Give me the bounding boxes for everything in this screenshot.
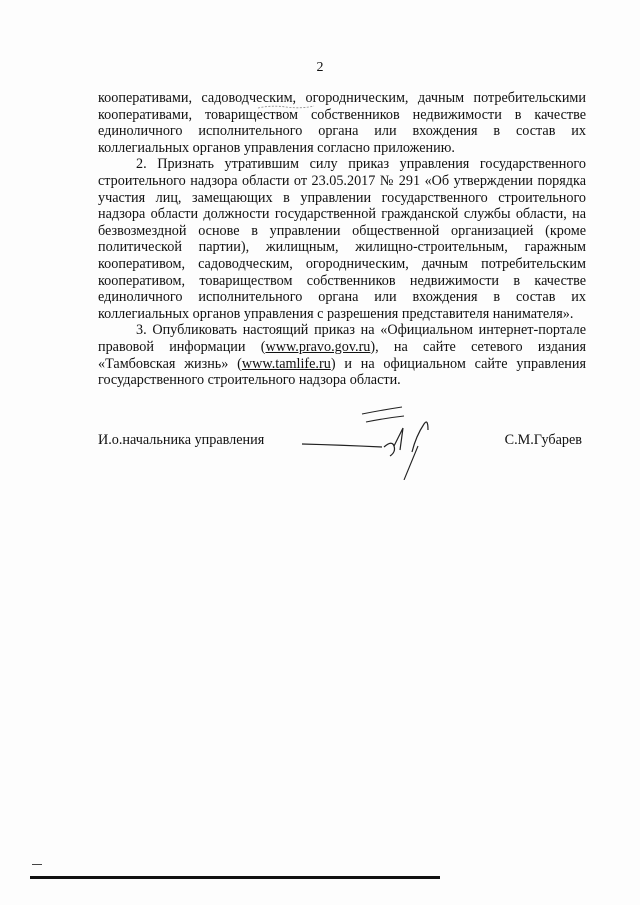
pravo-link[interactable]: www.pravo.gov.ru	[265, 338, 371, 355]
page-number: 2	[316, 60, 324, 75]
handwritten-signature	[300, 400, 460, 480]
paragraph-2: 2. Признать утратившим силу приказ управления государственного строительного надзора области от 23.05.2017 № 291 «Об утверждении порядка участия лиц, замещающих в управлении государственного строительного надзора области должности государственной гражданской службы области, на безвозмездной основе в управлении общественной организацией (кроме политической партии), жилищным, жилищно-строительным, гаражным кооперативом, садоводческим, огородническим, дачным потребительским кооперативом, товариществом собственников недвижимости в качестве единоличного исполнительного органа или вхождения в состав их коллегиальных органов управления с разрешения представителя нанимателя».	[98, 156, 586, 322]
tamlife-link[interactable]: www.tamlife.ru	[241, 355, 331, 372]
paragraph-3-part3: ) и на официальном сайте управления государственного строительного надзора области.	[98, 355, 586, 389]
signatory-name: С.М.Губарев	[504, 432, 582, 448]
paragraph-3-part2: ), на сайте сетевого издания «Тамбовская жизнь» (	[98, 338, 586, 372]
signatory-role: И.о.начальника управления	[98, 432, 265, 448]
paragraph-3	[98, 322, 586, 388]
bottom-rule	[30, 876, 440, 879]
document-body	[98, 90, 586, 389]
paragraph-3-part1: 3. Опубликовать настоящий приказ на «Официальном интернет-портале правовой информации (	[98, 322, 586, 355]
margin-mark	[32, 864, 42, 865]
paragraph-continuation: кооперативами, садоводческим, огородническим, дачным потребительскими кооперативами, товариществом собственников недвижимости в качестве единоличного исполнительного органа или вхождения в состав их коллегиальных органов управления согласно приложению.	[98, 90, 586, 156]
